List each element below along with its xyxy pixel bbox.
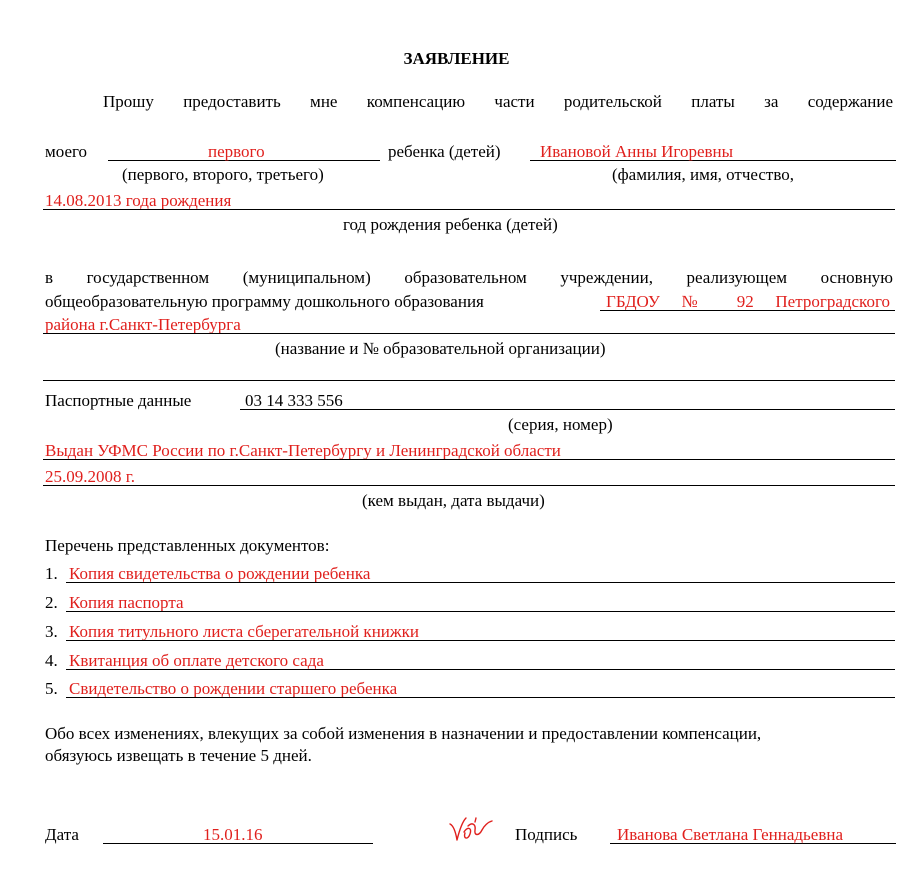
blank-line xyxy=(43,380,895,381)
child-prefix: моего xyxy=(45,142,88,161)
passport-underline xyxy=(240,409,895,410)
child-order-hint: (первого, второго, третьего) xyxy=(122,165,324,184)
document-underline xyxy=(66,611,895,612)
document-number: 3. xyxy=(45,622,58,641)
date-value: 15.01.16 xyxy=(203,825,263,844)
passport-issued-line1-underline xyxy=(43,459,895,460)
date-label: Дата xyxy=(45,825,79,844)
child-name-value: Ивановой Анны Игоревны xyxy=(540,142,734,161)
child-birth-underline xyxy=(43,209,895,210)
document-underline xyxy=(66,582,895,583)
passport-issued-line1: Выдан УФМС России по г.Санкт-Петербургу и Ленинградской области xyxy=(45,441,561,460)
document-underline xyxy=(66,669,895,670)
signature-name: Иванова Светлана Геннадьевна xyxy=(617,825,843,844)
child-birth-value: 14.08.2013 года рождения xyxy=(45,191,232,210)
institution-line3-value: района г.Санкт-Петербурга xyxy=(45,315,241,334)
document-item: Копия паспорта xyxy=(69,593,184,612)
documents-heading: Перечень представленных документов: xyxy=(45,536,330,555)
institution-line2-underline xyxy=(600,310,895,311)
child-birth-hint: год рождения ребенка (детей) xyxy=(343,215,558,234)
child-name-hint: (фамилия, имя, отчество, xyxy=(612,165,795,184)
signature-mark xyxy=(446,812,494,846)
obligation-line1: Обо всех изменениях, влекущих за собой изменения в назначении и предоставлении компенсации, xyxy=(45,724,762,743)
intro-text: Прошу предоставить мне компенсацию части родительской платы за содержание xyxy=(103,92,893,111)
document-underline xyxy=(66,640,895,641)
obligation-line2: обязуюсь извещать в течение 5 дней. xyxy=(45,746,312,765)
document-item: Квитанция об оплате детского сада xyxy=(69,651,324,670)
document-item: Копия свидетельства о рождении ребенка xyxy=(69,564,371,583)
institution-line2-value: ГБДОУ № 92 Петроградского xyxy=(606,292,890,311)
institution-line2-prefix: общеобразовательную программу дошкольного образования xyxy=(45,292,484,311)
document-number: 4. xyxy=(45,651,58,670)
passport-issued-line2-underline xyxy=(43,485,895,486)
passport-label: Паспортные данные xyxy=(45,391,192,410)
document-number: 2. xyxy=(45,593,58,612)
institution-line1: в государственном (муниципальном) образовательном учреждении, реализующем основную xyxy=(45,268,893,287)
document-title: ЗАЯВЛЕНИЕ xyxy=(403,49,510,68)
child-order-value: первого xyxy=(208,142,265,161)
passport-issued-line2: 25.09.2008 г. xyxy=(45,467,136,486)
institution-hint: (название и № образовательной организации) xyxy=(275,339,606,358)
signature-label: Подпись xyxy=(515,825,578,844)
document-item: Копия титульного листа сберегательной книжки xyxy=(69,622,419,641)
document-number: 5. xyxy=(45,679,58,698)
passport-hint: (серия, номер) xyxy=(508,415,613,434)
institution-line3-underline xyxy=(43,333,895,334)
passport-value: 03 14 333 556 xyxy=(245,391,343,410)
child-middle-text: ребенка (детей) xyxy=(388,142,501,161)
document-item: Свидетельство о рождении старшего ребенка xyxy=(69,679,398,698)
document-underline xyxy=(66,697,895,698)
document-number: 1. xyxy=(45,564,58,583)
passport-issued-hint: (кем выдан, дата выдачи) xyxy=(362,491,545,510)
